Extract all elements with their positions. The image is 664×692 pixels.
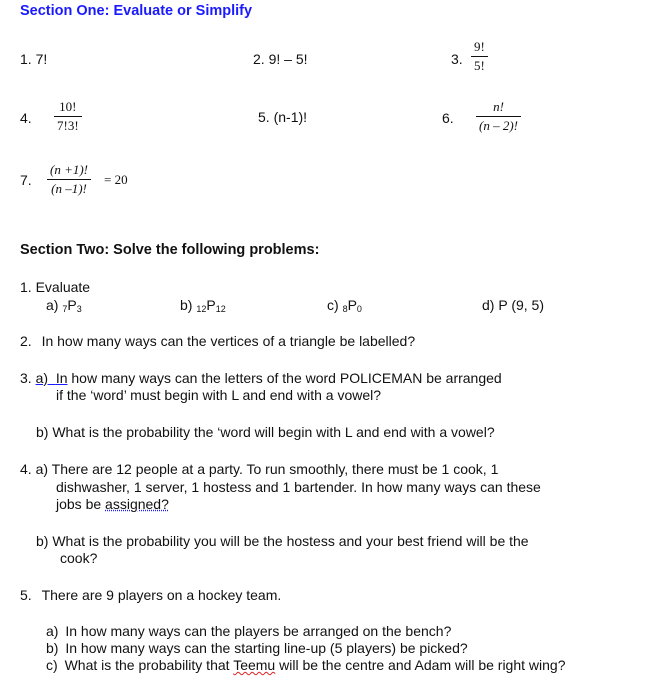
p5-c-label: c) [46,657,58,673]
p5-b-text: In how many ways can the starting line-up (5 players) be picked? [65,640,468,656]
q5 [258,109,307,125]
q3-denominator: 5! [474,58,485,73]
p5-b-label: b) [46,640,59,656]
p4-a-line3-pre: jobs be [56,496,102,512]
q3-fraction [471,39,488,74]
p1-text: Evaluate [35,279,91,295]
p3-number: 3. [20,370,32,386]
p1-number: 1. [20,279,32,295]
section-two-title: Section Two: Solve the following problems: [20,242,320,258]
p3-a-text1: how many ways can the letters of the word POLICEMAN be arranged [71,370,502,386]
p5-a-label: a) [46,623,59,639]
q3-numerator: 9! [471,39,488,57]
q1-expression: 7! [35,51,48,67]
q4-fraction [54,99,82,134]
p4-a-line1 [20,461,498,477]
p1-c-label: c) [327,297,339,313]
p1-b-post: 12 [215,304,226,314]
p4-b-line2: cook? [60,550,98,566]
q7-numerator: (n +1)! [47,162,91,180]
q7-rhs: = 20 [104,172,128,187]
p1-a-label: a) [46,297,59,313]
p1-c [327,297,362,314]
p1-a [46,297,82,314]
p5-text: There are 9 players on a hockey team. [41,587,282,603]
p1-a-post: 3 [76,304,82,314]
p2 [20,333,415,349]
p3-b: b) What is the probability the ‘word will begin with L and end with a vowel? [36,424,495,440]
p4-a-line3 [56,496,169,512]
p1-c-pre: 8 [342,304,348,314]
p5-a [46,623,451,639]
section-one-title: Section One: Evaluate or Simplify [20,3,253,19]
p1-b [180,297,226,314]
p5-c-pre: What is the probability that [64,657,230,673]
p1-b-pre: 12 [196,304,207,314]
p5-a-text: In how many ways can the players be arranged on the bench? [65,623,452,639]
p1-d: d) P (9, 5) [482,297,544,313]
p5-b [46,640,468,656]
q6-denominator: (n – 2)! [479,118,518,133]
q4-numerator: 10! [54,99,82,117]
p4-number: 4. [20,461,32,477]
p5-c-name: Teemu [233,657,276,673]
q2 [253,51,308,67]
p1-a-main: P [67,297,77,313]
q4-denominator: 7!3! [57,118,79,133]
q1-number: 1. [20,51,32,67]
p1-c-main: P [347,297,357,313]
p5 [20,587,281,603]
p4-a-line2: dishwasher, 1 server, 1 hostess and 1 bartender. In how many ways can these [56,479,541,495]
p4-a-assigned: assigned? [105,496,169,512]
p5-c-post: will be the centre and Adam will be right wing? [279,657,566,673]
p4-a-text1: a) There are 12 people at a party. To run smoothly, there must be 1 cook, 1 [35,461,499,477]
q2-number: 2. [253,51,265,67]
q6-numerator: n! [476,99,521,117]
p5-c [46,657,566,673]
q7-denominator: (n –1)! [51,181,87,196]
p1-b-main: P [206,297,216,313]
p5-number: 5. [20,587,32,603]
q1 [20,51,47,67]
q6-fraction [476,99,521,134]
p1-b-label: b) [180,297,193,313]
p2-text: In how many ways can the vertices of a triangle be labelled? [41,333,416,349]
p3-a-line2: if the ‘word’ must begin with L and end with a vowel? [56,387,382,403]
q3-number: 3. [451,51,463,67]
q5-number: 5. [258,109,270,125]
p1-a-pre: 7 [62,304,68,314]
q7-number: 7. [20,172,32,188]
p1-heading [20,279,90,295]
p3-a-line1 [20,370,502,386]
p3-a-label: a) [35,370,49,386]
q4-number: 4. [20,110,32,126]
p3-a-in: In [55,370,68,386]
q5-expression: (n-1)! [273,109,308,125]
p2-number: 2. [20,333,32,349]
p4-b-line1: b) What is the probability you will be the hostess and your best friend will be the [36,533,529,549]
q2-expression: 9! – 5! [268,51,308,67]
q7-fraction [47,162,91,197]
q6-number: 6. [442,110,454,126]
p1-c-post: 0 [356,304,362,314]
